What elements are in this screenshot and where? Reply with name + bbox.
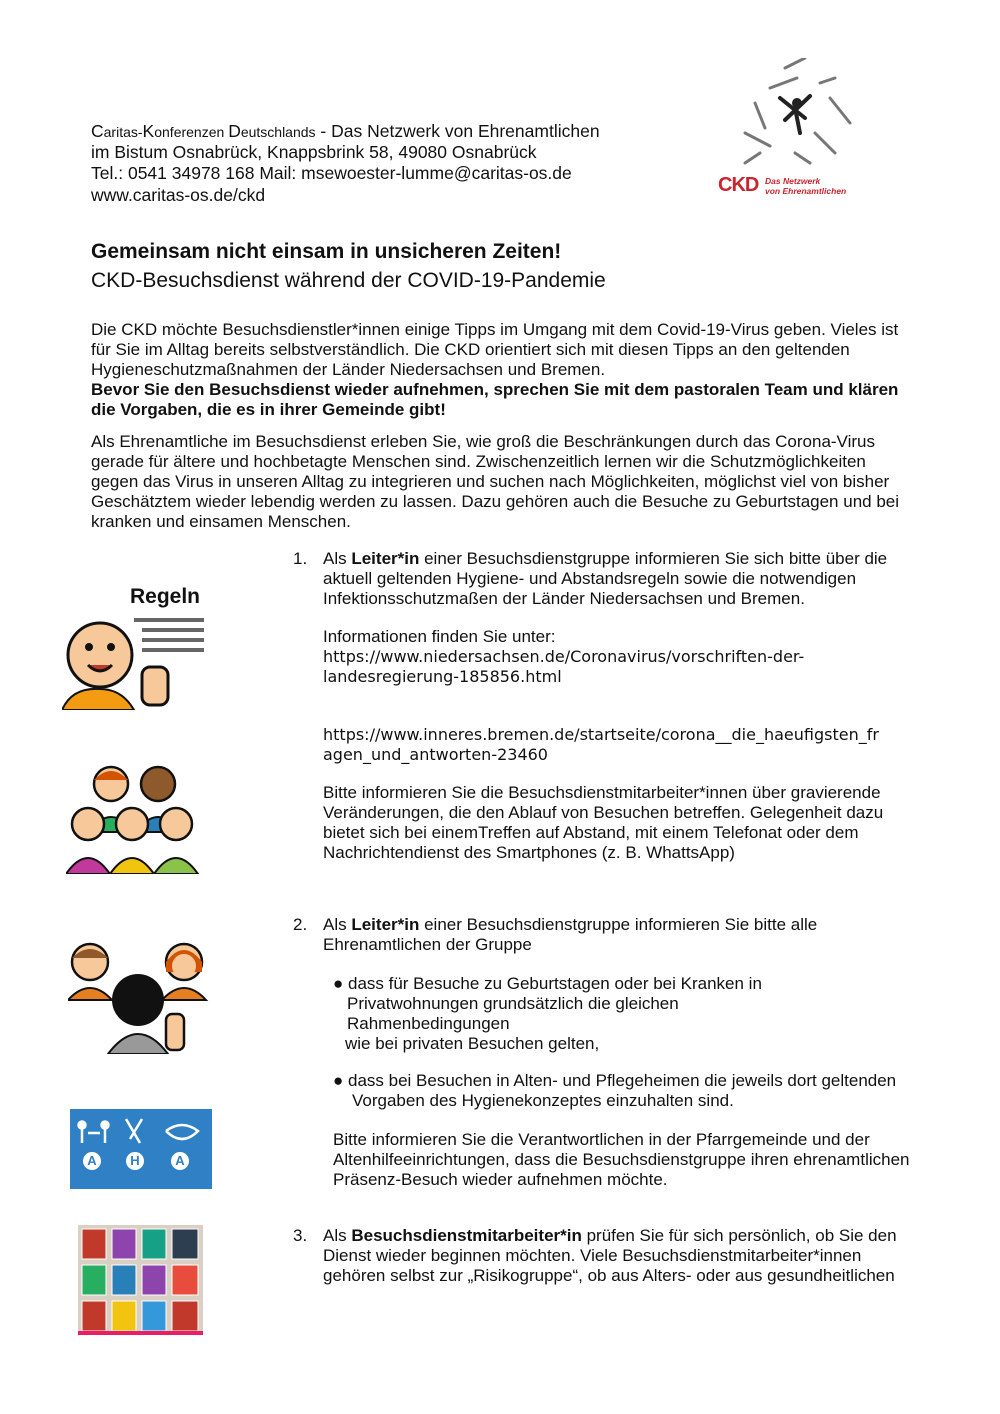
- item-3-text: Als Besuchsdienstmitarbeiter*in prüfen Sie für sich persönlich, ob Sie den Dienst wieder beginnen möchten. Viele Besuchsdienstmitarbeiter*innen gehören selbst zur „Risikogruppe“, ob aus Alters- oder aus gesundheitlichen: [323, 1226, 897, 1285]
- meeting-icon: [68, 942, 210, 1054]
- aha-letter-a1: A: [87, 1153, 97, 1168]
- org-line-1: Caritas-Konferenzen Deutschlands - Das Netzwerk von Ehrenamtlichen: [91, 121, 600, 141]
- colorful-doors-image: [78, 1225, 203, 1335]
- aha-letter-h: H: [130, 1153, 140, 1168]
- aha-rules-icon: [70, 1109, 212, 1189]
- item-1-number: 1.: [293, 549, 308, 568]
- item-1-text: Als Leiter*in einer Besuchsdienstgruppe informieren Sie sich bitte über die aktuell geltenden Hygiene- und Abstandsregeln sowie die notwendigen Infektionsschutzmaßen der Länder Niedersachsen und Bremen. Informationen finden Sie unter: https://www.niedersachsen.de/Coronavirus/vorschriften-der- landesregierung-185856.html https://www.inneres.bremen.de/startseite/corona__die_haeufigsten_fr agen_und_antworten-23460 Bitte informieren Sie die Besuchsdienstmitarbeiter*innen über gravierende Veränderungen, die den Ablauf von Besuchen betreffen. Gelegenheit dazu bietet sich bei einemTreffen auf Abstand, mit einem Telefonat oder dem Nachrichtendienst des Smartphones (z. B. WhattsApp): [323, 549, 888, 862]
- item-2-number: 2.: [293, 915, 308, 934]
- org-name: Caritas-Konferenzen Deutschlands: [91, 121, 316, 141]
- org-address: im Bistum Osnabrück, Knappsbrink 58, 49080 Osnabrück: [91, 142, 537, 162]
- link-niedersachsen[interactable]: https://www.niedersachsen.de/Coronavirus/vorschriften-der-: [323, 647, 805, 666]
- item-2-paragraph: Bitte informieren Sie die Verantwortlichen in der Pfarrgemeinde und der Altenhilfeeinrichtungen, dass die Besuchsdienstgruppe ihren ehrenamtlichen Präsenz-Besuch wieder aufnehmen möchte.: [333, 1130, 910, 1189]
- aha-letter-a2: A: [175, 1153, 185, 1168]
- item-3-number: 3.: [293, 1226, 308, 1245]
- intro-paragraph: Die CKD möchte Besuchsdienstler*innen einige Tipps im Umgang mit dem Covid-19-Virus geben. Vieles ist für Sie im Alltag bereits selbstverständlich. Die CKD orientiert sich mit diesen Tipps an den geltenden Hygieneschutzmaßnahmen der Länder Niedersachsen und Bremen. Bevor Sie den Besuchsdienst wieder aufnehmen, sprechen Sie mit dem pastoralen Team und klären die Vorgaben, die es in ihrer Gemeinde gibt!: [91, 320, 899, 419]
- context-paragraph: Als Ehrenamtliche im Besuchsdienst erleben Sie, wie groß die Beschränkungen durch das Corona-Virus gerade für ältere und hochbetagte Menschen sind. Zwischenzeitlich lernen wir die Schutzmöglichkeiten gegen das Virus in unseren Alltag zu integrieren und suchen nach Möglichkeiten, möglichst viel von bisher Geschätztem wieder lebendig werden zu lassen. Dazu gehören auch die Besuche zu Geburtstagen und bei kranken und einsamen Menschen.: [91, 432, 900, 531]
- org-contact: Tel.: 0541 34978 168 Mail: msewoester-lumme@caritas-os.de: [91, 163, 572, 183]
- item-2-bullet-2: ● dass bei Besuchen in Alten- und Pflegeheimen die jeweils dort geltenden Vorgaben des Hygienekonzeptes einzuhalten sind.: [333, 1071, 897, 1110]
- rules-icon: Regeln: [62, 585, 212, 710]
- group-people-icon: [66, 762, 200, 874]
- ckd-logo: [715, 58, 855, 203]
- ckd-logo-tagline: Das Netzwerk von Ehrenamtlichen: [765, 176, 847, 196]
- link-bremen[interactable]: https://www.inneres.bremen.de/startseite/corona__die_haeufigsten_fr: [323, 725, 879, 744]
- page-title: Gemeinsam nicht einsam in unsicheren Zeiten!: [91, 240, 562, 263]
- item-2-bullet-1: ● dass für Besuche zu Geburtstagen oder bei Kranken in Privatwohnungen grundsätzlich die gleichen Rahmenbedingungen wie bei privaten Besuchen gelten,: [333, 974, 762, 1053]
- dancing-figures-icon: [715, 58, 855, 168]
- org-website[interactable]: www.caritas-os.de/ckd: [91, 185, 266, 205]
- page-subtitle: CKD-Besuchsdienst während der COVID-19-Pandemie: [91, 269, 606, 292]
- item-2-text: Als Leiter*in einer Besuchsdienstgruppe informieren Sie bitte alle Ehrenamtlichen der Gruppe: [323, 915, 818, 954]
- ckd-logo-abbr: CKD: [718, 174, 759, 196]
